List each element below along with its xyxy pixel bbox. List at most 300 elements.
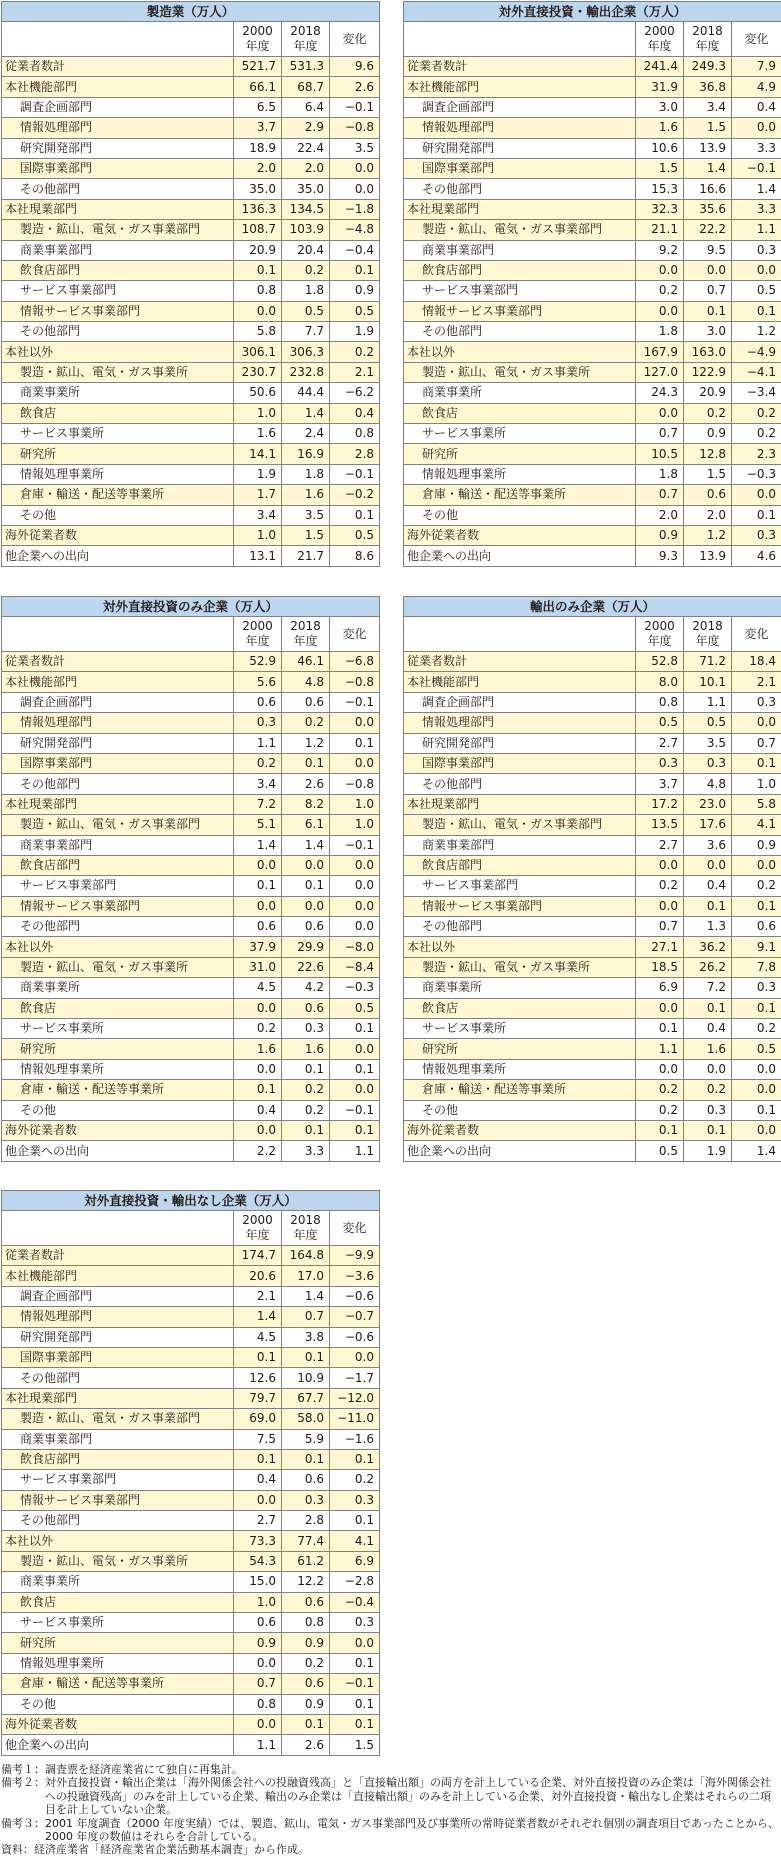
row-label: 本社現業部門 <box>2 199 234 219</box>
change-cell: 0.3 <box>330 1613 380 1633</box>
header-2018-cell <box>282 617 330 652</box>
header-2018-cell <box>282 1211 330 1246</box>
table-row <box>404 525 781 545</box>
change-cell: −4.8 <box>330 220 380 240</box>
change-cell: 0.5 <box>330 525 380 545</box>
table-row <box>2 220 380 240</box>
value-2000-cell: 0.6 <box>234 917 282 937</box>
table-row <box>2 57 380 77</box>
value-2000-cell: 0.0 <box>636 1059 684 1079</box>
table-row <box>2 1409 380 1429</box>
row-label: 調査企画部門 <box>2 1286 234 1306</box>
table-row <box>2 322 380 342</box>
change-cell: 0.6 <box>732 917 781 937</box>
value-2000-cell: 12.6 <box>234 1368 282 1388</box>
change-cell: −6.2 <box>330 383 380 403</box>
value-2000-cell: 31.9 <box>636 77 684 97</box>
header-2000-cell <box>636 617 684 652</box>
change-cell: −4.1 <box>732 362 781 382</box>
value-2000-cell: 1.1 <box>234 733 282 753</box>
value-2018-cell: 35.6 <box>684 199 732 219</box>
value-2000-cell: 0.0 <box>234 855 282 875</box>
year-label: 2000 <box>242 1213 273 1227</box>
value-2000-cell: 15.0 <box>234 1572 282 1592</box>
row-label: 商業事業所 <box>2 978 234 998</box>
change-cell: 7.9 <box>732 57 781 77</box>
row-label: 国際事業部門 <box>404 753 636 773</box>
header-change-cell: 変化 <box>330 617 380 652</box>
value-2000-cell: 0.0 <box>234 1714 282 1734</box>
table-row <box>2 937 380 957</box>
change-cell: 4.1 <box>330 1531 380 1551</box>
table-row <box>404 1059 781 1079</box>
change-cell: 0.0 <box>732 1120 781 1140</box>
change-cell: −0.1 <box>330 835 380 855</box>
table-row <box>2 753 380 773</box>
value-2000-cell: 0.6 <box>234 1613 282 1633</box>
table-row <box>404 240 781 260</box>
table-row <box>2 301 380 321</box>
table-row <box>404 260 781 280</box>
value-2018-cell: 16.9 <box>282 444 330 464</box>
value-2000-cell: 0.0 <box>636 301 684 321</box>
table-row <box>2 77 380 97</box>
change-cell: 3.3 <box>732 199 781 219</box>
table-row <box>2 1327 380 1347</box>
value-2000-cell: 0.1 <box>636 1019 684 1039</box>
value-2000-cell: 6.9 <box>636 978 684 998</box>
value-2018-cell: 10.1 <box>684 672 732 692</box>
row-label: その他 <box>404 505 636 525</box>
note-2 <box>1 1776 779 1816</box>
row-label: 情報処理部門 <box>2 713 234 733</box>
value-2000-cell: 0.7 <box>234 1674 282 1694</box>
value-2018-cell: 35.0 <box>282 179 330 199</box>
value-2018-cell: 9.5 <box>684 240 732 260</box>
row-label: 他企業への出向 <box>404 1141 636 1161</box>
value-2018-cell: 3.0 <box>684 322 732 342</box>
value-2000-cell: 0.8 <box>234 1694 282 1714</box>
table-row <box>404 464 781 484</box>
value-2018-cell: 0.5 <box>684 713 732 733</box>
change-cell: 1.0 <box>330 815 380 835</box>
value-2018-cell: 4.2 <box>282 978 330 998</box>
change-cell: 4.6 <box>732 546 781 566</box>
value-2018-cell: 44.4 <box>282 383 330 403</box>
year-unit-label: 年度 <box>245 39 270 53</box>
row-label: 本社機能部門 <box>2 77 234 97</box>
row-label: 製造・鉱山、電気・ガス事業所 <box>2 1551 234 1571</box>
value-2000-cell: 0.0 <box>234 1653 282 1673</box>
table-row <box>2 403 380 423</box>
row-label: 飲食店部門 <box>404 260 636 280</box>
row-label: その他部門 <box>2 1511 234 1531</box>
change-cell: 1.0 <box>732 774 781 794</box>
value-2000-cell: 32.3 <box>636 199 684 219</box>
value-2018-cell: 71.2 <box>684 652 732 672</box>
row-label: 本社以外 <box>404 937 636 957</box>
value-2018-cell: 6.1 <box>282 815 330 835</box>
value-2018-cell: 36.8 <box>684 77 732 97</box>
row-label: 研究開発部門 <box>2 1327 234 1347</box>
row-label: 商業事業部門 <box>404 835 636 855</box>
value-2000-cell: 17.2 <box>636 794 684 814</box>
table-row <box>404 978 781 998</box>
value-2000-cell: 0.5 <box>636 713 684 733</box>
change-cell: 0.9 <box>330 281 380 301</box>
value-2018-cell: 3.5 <box>282 505 330 525</box>
change-cell: 0.7 <box>732 733 781 753</box>
table-title-row <box>404 2 781 22</box>
row-label: 本社機能部門 <box>2 672 234 692</box>
change-cell: 0.1 <box>732 1100 781 1120</box>
row-label: 商業事業部門 <box>2 835 234 855</box>
year-label: 2018 <box>692 619 723 633</box>
table-row <box>2 672 380 692</box>
value-2000-cell: 3.0 <box>636 97 684 117</box>
value-2000-cell: 6.5 <box>234 97 282 117</box>
value-2000-cell: 0.1 <box>234 1449 282 1469</box>
change-cell: 0.5 <box>732 1039 781 1059</box>
value-2000-cell: 2.0 <box>636 505 684 525</box>
note-label: 備考２： <box>1 1776 45 1790</box>
value-2018-cell: 1.8 <box>282 281 330 301</box>
value-2000-cell: 69.0 <box>234 1409 282 1429</box>
row-label: 調査企画部門 <box>404 97 636 117</box>
value-2000-cell: 0.0 <box>234 896 282 916</box>
note-label: 備考１： <box>1 1763 45 1776</box>
row-label: 研究開発部門 <box>404 138 636 158</box>
table-row <box>404 815 781 835</box>
value-2018-cell: 0.4 <box>684 876 732 896</box>
value-2018-cell: 46.1 <box>282 652 330 672</box>
value-2018-cell: 0.2 <box>282 1653 330 1673</box>
change-cell: −0.4 <box>330 1592 380 1612</box>
value-2000-cell: 0.0 <box>234 998 282 1018</box>
change-cell: 0.1 <box>330 1714 380 1734</box>
change-cell: 2.6 <box>330 77 380 97</box>
value-2000-cell: 0.0 <box>234 1490 282 1510</box>
value-2018-cell: 134.5 <box>282 199 330 219</box>
value-2000-cell: 0.2 <box>636 1080 684 1100</box>
value-2018-cell: 1.4 <box>282 835 330 855</box>
value-2018-cell: 0.2 <box>684 403 732 423</box>
value-2018-cell: 12.8 <box>684 444 732 464</box>
row-label: 他企業への出向 <box>2 1735 234 1755</box>
value-2018-cell: 0.6 <box>282 917 330 937</box>
value-2000-cell: 3.4 <box>234 505 282 525</box>
value-2018-cell: 3.8 <box>282 1327 330 1347</box>
value-2000-cell: 0.1 <box>234 1347 282 1367</box>
year-label: 2000 <box>242 24 273 38</box>
value-2000-cell: 1.4 <box>234 1307 282 1327</box>
table-row <box>404 485 781 505</box>
table-row <box>2 424 380 444</box>
change-cell: 2.8 <box>330 444 380 464</box>
row-label: その他部門 <box>2 322 234 342</box>
row-label: 情報処理部門 <box>404 118 636 138</box>
value-2000-cell: 0.9 <box>636 525 684 545</box>
source-note <box>1 1843 779 1856</box>
value-2018-cell: 7.2 <box>684 978 732 998</box>
change-cell: −0.3 <box>330 978 380 998</box>
table-row <box>2 1080 380 1100</box>
value-2000-cell: 0.0 <box>636 403 684 423</box>
table-row <box>2 546 380 566</box>
table-row <box>2 97 380 117</box>
table-row <box>2 281 380 301</box>
value-2000-cell: 8.0 <box>636 672 684 692</box>
table-header-row <box>404 617 781 652</box>
value-2000-cell: 0.7 <box>636 424 684 444</box>
row-label: その他部門 <box>2 917 234 937</box>
change-cell: −9.9 <box>330 1246 380 1266</box>
change-cell: −0.8 <box>330 118 380 138</box>
value-2018-cell: 0.0 <box>684 855 732 875</box>
table-row <box>404 77 781 97</box>
value-2018-cell: 1.4 <box>282 1286 330 1306</box>
table-row <box>404 1100 781 1120</box>
value-2018-cell: 29.9 <box>282 937 330 957</box>
change-cell: 0.9 <box>732 835 781 855</box>
value-2018-cell: 0.0 <box>684 260 732 280</box>
table-row <box>2 957 380 977</box>
value-2018-cell: 21.7 <box>282 546 330 566</box>
value-2000-cell: 1.8 <box>636 322 684 342</box>
row-label: その他部門 <box>2 774 234 794</box>
value-2018-cell: 1.2 <box>282 733 330 753</box>
table-row <box>404 281 781 301</box>
value-2000-cell: 13.5 <box>636 815 684 835</box>
table-row <box>404 937 781 957</box>
table-row <box>2 1674 380 1694</box>
value-2018-cell: 0.9 <box>282 1694 330 1714</box>
row-label: 商業事業所 <box>404 978 636 998</box>
table-row <box>2 713 380 733</box>
value-2018-cell: 23.0 <box>684 794 732 814</box>
header-change-cell: 変化 <box>732 22 781 57</box>
value-2018-cell: 249.3 <box>684 57 732 77</box>
value-2018-cell: 1.4 <box>282 403 330 423</box>
row-label: 本社現業部門 <box>404 794 636 814</box>
change-cell: −6.8 <box>330 652 380 672</box>
row-label: 調査企画部門 <box>2 692 234 712</box>
value-2000-cell: 127.0 <box>636 362 684 382</box>
value-2018-cell: 164.8 <box>282 1246 330 1266</box>
value-2018-cell: 2.8 <box>282 1511 330 1531</box>
value-2000-cell: 1.9 <box>234 464 282 484</box>
value-2018-cell: 77.4 <box>282 1531 330 1551</box>
row-label: 製造・鉱山、電気・ガス事業所 <box>404 362 636 382</box>
value-2000-cell: 1.8 <box>636 464 684 484</box>
value-2018-cell: 0.2 <box>282 1080 330 1100</box>
value-2018-cell: 0.6 <box>684 485 732 505</box>
change-cell: −2.8 <box>330 1572 380 1592</box>
value-2000-cell: 1.6 <box>234 424 282 444</box>
value-2018-cell: 1.5 <box>684 118 732 138</box>
value-2018-cell: 0.1 <box>282 1347 330 1367</box>
change-cell: −0.6 <box>330 1327 380 1347</box>
value-2000-cell: 0.9 <box>234 1633 282 1653</box>
value-2018-cell: 0.6 <box>282 1674 330 1694</box>
value-2000-cell: 0.2 <box>234 753 282 773</box>
value-2018-cell: 1.2 <box>684 525 732 545</box>
table-row <box>404 97 781 117</box>
change-cell: −4.9 <box>732 342 781 362</box>
row-label: サービス事業所 <box>404 1019 636 1039</box>
row-label: 情報サービス事業部門 <box>2 1490 234 1510</box>
value-2018-cell: 0.6 <box>282 1470 330 1490</box>
value-2000-cell: 3.7 <box>234 118 282 138</box>
change-cell: 0.2 <box>330 1470 380 1490</box>
value-2000-cell: 10.6 <box>636 138 684 158</box>
change-cell: 0.0 <box>330 753 380 773</box>
table-row <box>2 1714 380 1734</box>
change-cell: −12.0 <box>330 1388 380 1408</box>
table-row <box>2 1059 380 1079</box>
row-label: 製造・鉱山、電気・ガス事業部門 <box>2 815 234 835</box>
value-2000-cell: 21.1 <box>636 220 684 240</box>
value-2018-cell: 12.2 <box>282 1572 330 1592</box>
value-2018-cell: 1.5 <box>684 464 732 484</box>
value-2018-cell: 0.7 <box>282 1307 330 1327</box>
row-label: 情報サービス事業部門 <box>404 301 636 321</box>
row-label: 飲食店 <box>404 998 636 1018</box>
row-label: 他企業への出向 <box>404 546 636 566</box>
value-2000-cell: 20.9 <box>234 240 282 260</box>
change-cell: 8.6 <box>330 546 380 566</box>
table-row <box>404 57 781 77</box>
value-2018-cell: 0.1 <box>684 896 732 916</box>
table-row <box>2 179 380 199</box>
table-row <box>404 546 781 566</box>
year-unit-label: 年度 <box>245 1228 270 1242</box>
change-cell: 0.2 <box>330 342 380 362</box>
table-row <box>2 1429 380 1449</box>
change-cell: 1.5 <box>330 1735 380 1755</box>
change-cell: −0.3 <box>732 464 781 484</box>
value-2018-cell: 2.4 <box>282 424 330 444</box>
row-label: サービス事業部門 <box>404 876 636 896</box>
year-unit-label: 年度 <box>245 634 270 648</box>
year-unit-label: 年度 <box>647 634 672 648</box>
change-cell: 0.1 <box>330 733 380 753</box>
change-cell: −3.4 <box>732 383 781 403</box>
row-label: 国際事業部門 <box>2 753 234 773</box>
table-row <box>2 1694 380 1714</box>
change-cell: 0.0 <box>330 855 380 875</box>
value-2000-cell: 1.1 <box>636 1039 684 1059</box>
table-row <box>404 835 781 855</box>
value-2000-cell: 7.2 <box>234 794 282 814</box>
row-label: 他企業への出向 <box>2 546 234 566</box>
change-cell: 0.3 <box>732 692 781 712</box>
value-2000-cell: 9.2 <box>636 240 684 260</box>
table-row <box>404 672 781 692</box>
table-header-row <box>2 617 380 652</box>
year-label: 2000 <box>644 24 675 38</box>
value-2000-cell: 66.1 <box>234 77 282 97</box>
value-2000-cell: 230.7 <box>234 362 282 382</box>
row-label: 海外従業者数 <box>404 525 636 545</box>
year-unit-label: 年度 <box>293 1228 318 1242</box>
table-row <box>404 876 781 896</box>
year-unit-label: 年度 <box>695 634 720 648</box>
value-2018-cell: 58.0 <box>282 1409 330 1429</box>
row-label: 従業者数計 <box>404 652 636 672</box>
table-row <box>404 692 781 712</box>
row-label: 飲食店部門 <box>2 260 234 280</box>
row-label: 商業事業部門 <box>2 1429 234 1449</box>
change-cell: 0.0 <box>732 1080 781 1100</box>
value-2000-cell: 9.3 <box>636 546 684 566</box>
row-label: 製造・鉱山、電気・ガス事業部門 <box>2 220 234 240</box>
change-cell: 0.1 <box>732 753 781 773</box>
change-cell: 0.1 <box>330 505 380 525</box>
value-2000-cell: 0.0 <box>234 301 282 321</box>
change-cell: 0.0 <box>330 896 380 916</box>
row-label: 倉庫・輸送・配送等事業所 <box>2 1080 234 1100</box>
table-title-row <box>2 2 380 22</box>
change-cell: −8.4 <box>330 957 380 977</box>
change-cell: 0.1 <box>330 1694 380 1714</box>
change-cell: −0.8 <box>330 774 380 794</box>
value-2000-cell: 35.0 <box>234 179 282 199</box>
change-cell: 0.1 <box>330 260 380 280</box>
table-title-row <box>404 597 781 617</box>
row-label: その他 <box>2 1100 234 1120</box>
change-cell: −0.1 <box>732 158 781 178</box>
table-row <box>2 835 380 855</box>
header-blank-cell <box>2 617 234 652</box>
table-row <box>2 138 380 158</box>
change-cell: 0.4 <box>732 97 781 117</box>
value-2000-cell: 0.2 <box>636 281 684 301</box>
change-cell: 1.4 <box>732 1141 781 1161</box>
value-2018-cell: 2.0 <box>684 505 732 525</box>
change-cell: 0.5 <box>732 281 781 301</box>
table-row <box>2 1368 380 1388</box>
value-2000-cell: 0.1 <box>234 1080 282 1100</box>
change-cell: 1.2 <box>732 322 781 342</box>
table-row <box>404 118 781 138</box>
header-2018-cell <box>684 617 732 652</box>
value-2000-cell: 5.6 <box>234 672 282 692</box>
header-blank-cell <box>2 1211 234 1246</box>
value-2000-cell: 2.7 <box>636 835 684 855</box>
header-2018-cell <box>684 22 732 57</box>
table-row <box>2 240 380 260</box>
value-2018-cell: 122.9 <box>684 362 732 382</box>
change-cell: 0.1 <box>732 505 781 525</box>
footnotes <box>1 1763 779 1857</box>
value-2000-cell: 52.9 <box>234 652 282 672</box>
table-header-row <box>404 22 781 57</box>
change-cell: 1.4 <box>732 179 781 199</box>
table-row <box>404 896 781 916</box>
change-cell: 0.4 <box>330 403 380 423</box>
change-cell: −8.0 <box>330 937 380 957</box>
row-label: 情報処理事業所 <box>2 1059 234 1079</box>
row-label: 本社現業部門 <box>2 1388 234 1408</box>
year-label: 2018 <box>290 24 321 38</box>
row-label: 商業事業部門 <box>2 240 234 260</box>
value-2000-cell: 2.0 <box>234 158 282 178</box>
value-2018-cell: 1.6 <box>282 1039 330 1059</box>
row-label: サービス事業所 <box>404 424 636 444</box>
change-cell: 0.0 <box>330 876 380 896</box>
value-2000-cell: 1.0 <box>234 525 282 545</box>
